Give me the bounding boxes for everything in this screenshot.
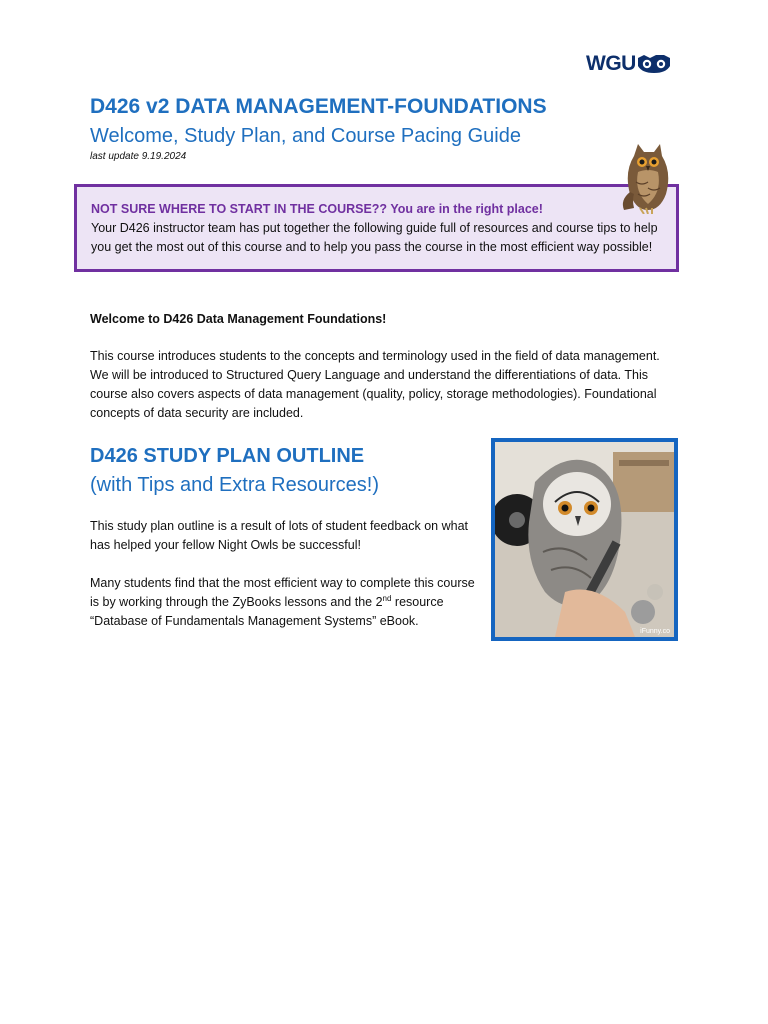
welcome-heading: Welcome to D426 Data Management Foundations! (90, 312, 387, 326)
photo-credit: iFunny.co (640, 628, 670, 635)
study-plan-paragraph-1: This study plan outline is a result of lots of student feedback on what has helped your fellow Night Owls be successful! (90, 519, 468, 552)
callout-body: Your D426 instructor team has put together the following guide full of resources and course tips to help you get the most out of this course and to help you pass the course in the most efficient way possible! (91, 221, 658, 254)
owl-icon (636, 54, 672, 74)
logo-text: WGU (586, 52, 636, 75)
wgu-logo (586, 52, 674, 76)
callout-heading: NOT SURE WHERE TO START IN THE COURSE?? You are in the right place! (91, 202, 543, 216)
study-plan-paragraph-2 (90, 574, 485, 631)
ordinal-superscript: nd (382, 593, 392, 603)
study-plan-subheading: (with Tips and Extra Resources!) (90, 474, 379, 496)
owl-photo-illustration (495, 442, 674, 637)
document-subtitle: Welcome, Study Plan, and Course Pacing Guide (90, 125, 521, 147)
owl-holding-pen-photo (491, 438, 678, 641)
callout-box (74, 184, 679, 272)
paragraph-2-text-end: resource “Database of Fundamentals Management Systems” eBook. (90, 595, 444, 628)
study-plan-heading: D426 STUDY PLAN OUTLINE (90, 445, 365, 467)
last-update: last update 9.19.2024 (90, 151, 187, 162)
paragraph-2-text-start: Many students find that the most efficient way to complete this course is by working through the ZyBooks lessons and the 2 (90, 576, 475, 609)
perched-owl-icon (614, 142, 680, 214)
course-intro: This course introduces students to the concepts and terminology used in the field of data management. We will be introduced to Structured Query Language and understand the differentiations of data. This course also covers aspects of data management (quality, policy, storage methodologies). Foundational concepts of data security are included. (90, 349, 660, 420)
document-title: D426 v2 DATA MANAGEMENT-FOUNDATIONS (90, 95, 547, 118)
